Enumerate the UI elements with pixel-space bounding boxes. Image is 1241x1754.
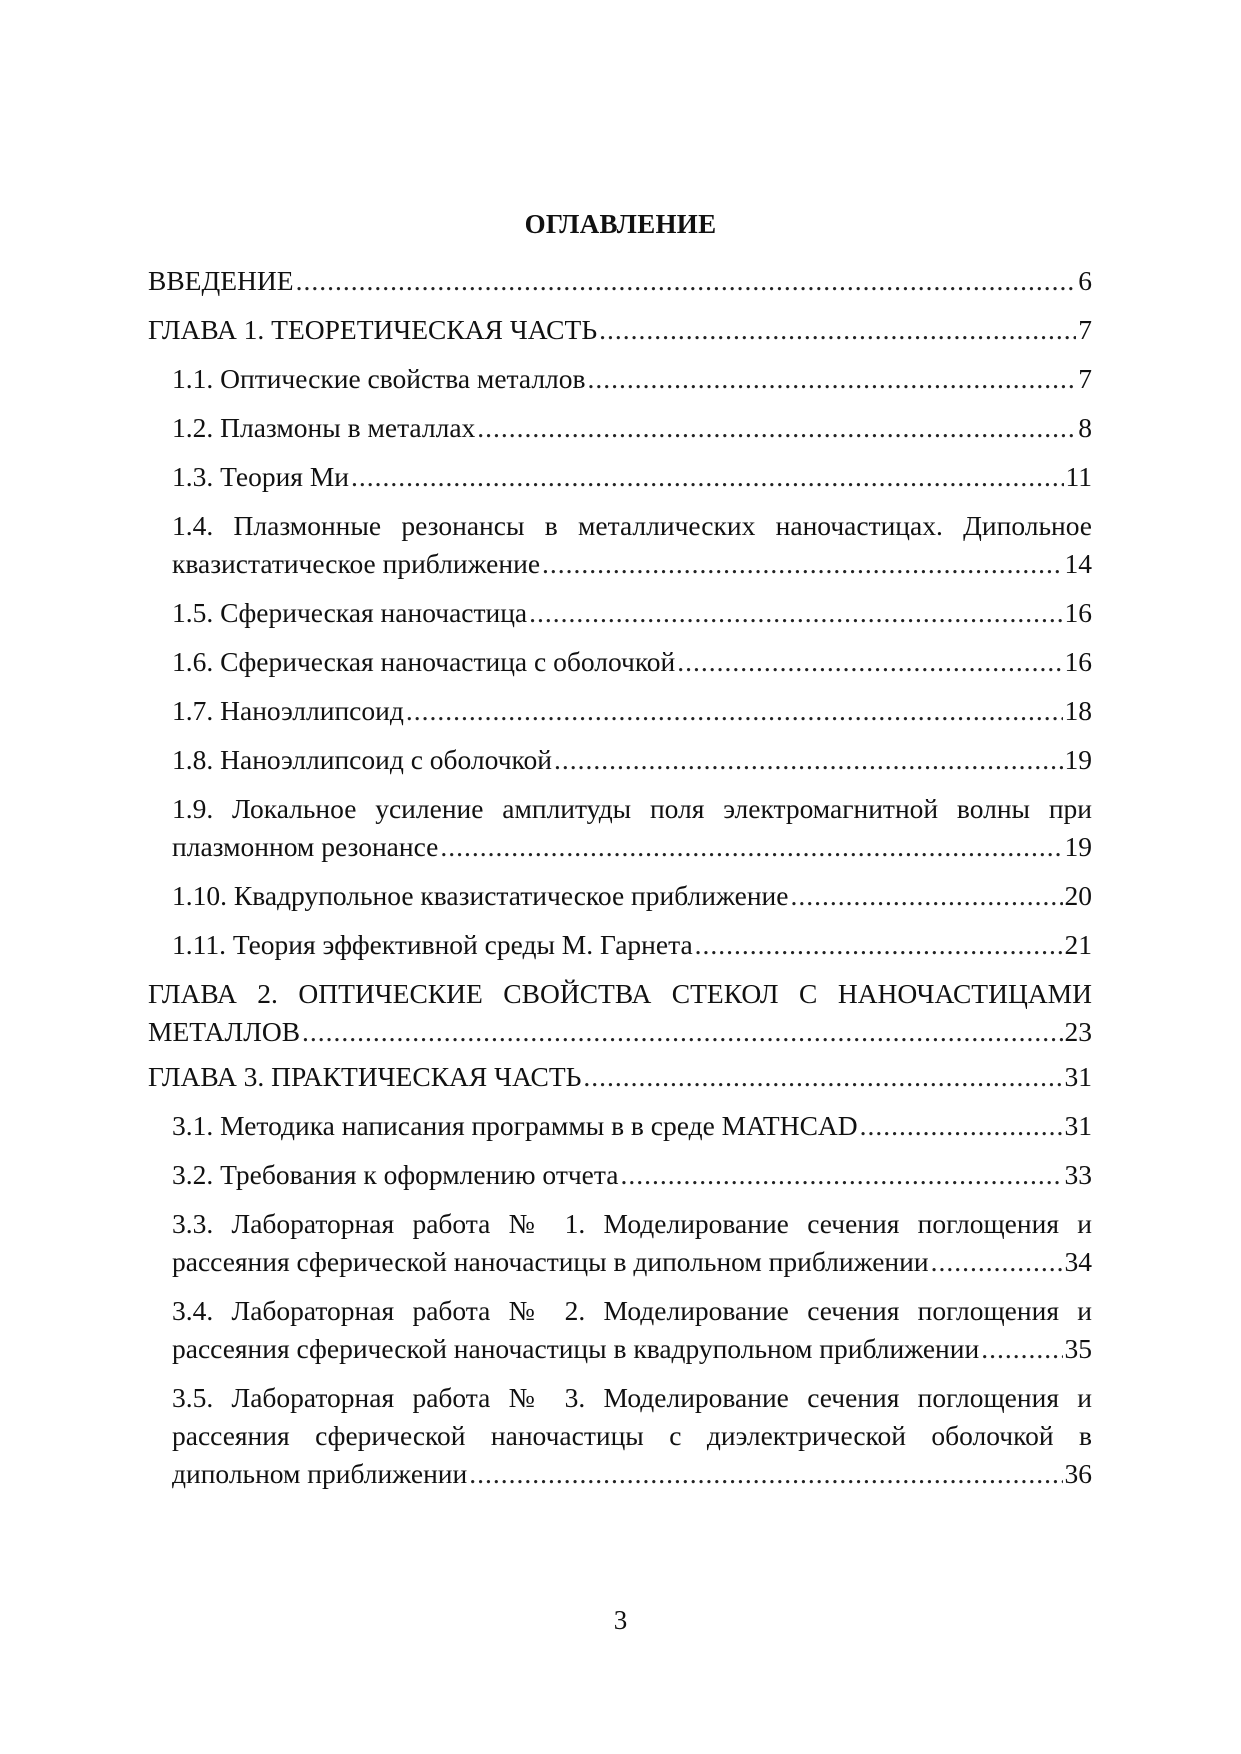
toc-entry-page-number: 7 xyxy=(1078,363,1092,394)
toc-entry-label: 3.1. Методика написания программы в в среде MATHCAD xyxy=(172,1110,858,1141)
toc-entry[interactable] xyxy=(148,360,1092,398)
toc-entry-label: 3.2. Требования к оформлению отчета xyxy=(172,1159,619,1190)
toc-entry-last-line xyxy=(172,409,1092,447)
toc-entry[interactable] xyxy=(148,1292,1092,1368)
toc-entry-last-line xyxy=(148,1013,1092,1051)
toc-entry-label: 1.8. Наноэллипсоид с оболочкой xyxy=(172,744,552,775)
toc-entry-last-line xyxy=(172,594,1092,632)
toc-entry[interactable] xyxy=(148,790,1092,866)
toc-entry-line: 3.4. Лабораторная работа № 2. Моделирование сечения поглощения и xyxy=(172,1295,1092,1326)
toc-entry-page-number: 35 xyxy=(1064,1333,1092,1364)
dot-leader xyxy=(588,360,1077,398)
toc-entry[interactable] xyxy=(148,1058,1092,1096)
dot-leader xyxy=(554,741,1063,779)
toc-entry-page-number: 36 xyxy=(1064,1458,1092,1489)
toc-entry-label: ВВЕДЕНИЕ xyxy=(148,265,294,296)
toc-entry-label: 1.6. Сферическая наночастица с оболочкой xyxy=(172,646,676,677)
dot-leader xyxy=(440,828,1062,866)
dot-leader xyxy=(406,692,1063,730)
toc-entry-last-line xyxy=(172,1243,1092,1281)
toc-entry-page-number: 20 xyxy=(1064,880,1092,911)
toc-entry-page-number: 31 xyxy=(1064,1110,1092,1141)
toc-entry-label: 1.1. Оптические свойства металлов xyxy=(172,363,586,394)
toc-entry-last-line xyxy=(172,926,1092,964)
toc-entry-page-number: 23 xyxy=(1064,1016,1092,1047)
toc-entry-page-number: 6 xyxy=(1078,265,1092,296)
toc-title: ОГЛАВЛЕНИЕ xyxy=(524,209,717,239)
toc-entry-page-number: 19 xyxy=(1064,744,1092,775)
toc-entry-line: 3.3. Лабораторная работа № 1. Моделирование сечения поглощения и xyxy=(172,1208,1092,1239)
toc-list xyxy=(148,262,1092,1504)
page-number: 3 xyxy=(613,1605,628,1635)
toc-entry-page-number: 16 xyxy=(1064,646,1092,677)
toc-entry-line: 1.9. Локальное усиление амплитуды поля электромагнитной волны при xyxy=(172,793,1092,824)
toc-entry-page-number: 8 xyxy=(1078,412,1092,443)
toc-entry-last-line xyxy=(148,311,1092,349)
toc-entry[interactable] xyxy=(148,1156,1092,1194)
toc-entry[interactable] xyxy=(148,1379,1092,1493)
toc-entry-label: МЕТАЛЛОВ xyxy=(148,1016,301,1047)
dot-leader xyxy=(620,1156,1062,1194)
dot-leader xyxy=(599,311,1076,349)
dot-leader xyxy=(790,877,1062,915)
toc-entry-last-line xyxy=(172,1455,1092,1493)
dot-leader xyxy=(469,1455,1062,1493)
toc-entry[interactable] xyxy=(148,594,1092,632)
dot-leader xyxy=(302,1013,1062,1051)
toc-entry-page-number: 21 xyxy=(1064,929,1092,960)
toc-entry-label: 1.2. Плазмоны в металлах xyxy=(172,412,476,443)
dot-leader xyxy=(351,458,1064,496)
dot-leader xyxy=(477,409,1076,447)
toc-entry-last-line xyxy=(172,877,1092,915)
toc-entry-label: рассеяния сферической наночастицы в квадрупольном приближении xyxy=(172,1333,980,1364)
toc-entry-line: 3.5. Лабораторная работа № 3. Моделирование сечения поглощения и xyxy=(172,1382,1092,1413)
toc-entry-page-number: 31 xyxy=(1064,1061,1092,1092)
toc-entry-page-number: 33 xyxy=(1064,1159,1092,1190)
dot-leader xyxy=(695,926,1063,964)
toc-entry-label: 1.3. Теория Ми xyxy=(172,461,349,492)
toc-entry[interactable] xyxy=(148,926,1092,964)
toc-entry-last-line xyxy=(172,458,1092,496)
toc-entry-page-number: 19 xyxy=(1064,831,1092,862)
toc-entry[interactable] xyxy=(148,1205,1092,1281)
toc-entry-last-line xyxy=(148,1058,1092,1096)
toc-entry-last-line xyxy=(172,828,1092,866)
toc-entry[interactable] xyxy=(148,1107,1092,1145)
toc-entry-page-number: 7 xyxy=(1078,314,1092,345)
toc-entry-label: плазмонном резонансе xyxy=(172,831,439,862)
toc-entry[interactable] xyxy=(148,741,1092,779)
dot-leader xyxy=(529,594,1062,632)
toc-entry-page-number: 14 xyxy=(1064,548,1092,579)
toc-entry-last-line xyxy=(148,262,1092,300)
toc-entry-last-line xyxy=(172,643,1092,681)
toc-entry[interactable] xyxy=(148,311,1092,349)
toc-entry[interactable] xyxy=(148,458,1092,496)
toc-entry-last-line xyxy=(172,360,1092,398)
toc-entry-label: 1.10. Квадрупольное квазистатическое приближение xyxy=(172,880,789,911)
dot-leader xyxy=(583,1058,1062,1096)
toc-entry-line: 1.4. Плазмонные резонансы в металлических наночастицах. Дипольное xyxy=(172,510,1092,541)
toc-entry-line: ГЛАВА 2. ОПТИЧЕСКИЕ СВОЙСТВА СТЕКОЛ С НАНОЧАСТИЦАМИ xyxy=(148,978,1092,1009)
toc-entry-page-number: 18 xyxy=(1064,695,1092,726)
toc-entry-label: ГЛАВА 3. ПРАКТИЧЕСКАЯ ЧАСТЬ xyxy=(148,1061,582,1092)
dot-leader xyxy=(981,1330,1062,1368)
toc-entry-last-line xyxy=(172,1156,1092,1194)
toc-entry-label: ГЛАВА 1. ТЕОРЕТИЧЕСКАЯ ЧАСТЬ xyxy=(148,314,598,345)
toc-entry[interactable] xyxy=(148,409,1092,447)
toc-entry-last-line xyxy=(172,1107,1092,1145)
toc-entry[interactable] xyxy=(148,262,1092,300)
dot-leader xyxy=(677,643,1062,681)
toc-entry-last-line xyxy=(172,545,1092,583)
toc-entry-line: рассеяния сферической наночастицы с диэлектрической оболочкой в xyxy=(172,1420,1092,1451)
toc-entry[interactable] xyxy=(148,692,1092,730)
toc-entry[interactable] xyxy=(148,643,1092,681)
toc-entry[interactable] xyxy=(148,975,1092,1051)
toc-entry-page-number: 16 xyxy=(1064,597,1092,628)
dot-leader xyxy=(931,1243,1063,1281)
dot-leader xyxy=(860,1107,1063,1145)
dot-leader xyxy=(296,262,1077,300)
toc-entry-last-line xyxy=(172,1330,1092,1368)
toc-entry-last-line xyxy=(172,692,1092,730)
toc-entry-page-number: 11 xyxy=(1065,461,1092,492)
toc-entry-label: рассеяния сферической наночастицы в дипольном приближении xyxy=(172,1246,929,1277)
toc-entry-page-number: 34 xyxy=(1064,1246,1092,1277)
toc-entry-label: квазистатическое приближение xyxy=(172,548,541,579)
toc-entry-label: дипольном приближении xyxy=(172,1458,468,1489)
toc-entry-label: 1.5. Сферическая наночастица xyxy=(172,597,528,628)
dot-leader xyxy=(542,545,1062,583)
toc-entry[interactable] xyxy=(148,507,1092,583)
toc-entry-label: 1.11. Теория эффективной среды М. Гарнета xyxy=(172,929,693,960)
toc-entry-last-line xyxy=(172,741,1092,779)
toc-entry[interactable] xyxy=(148,877,1092,915)
toc-entry-label: 1.7. Наноэллипсоид xyxy=(172,695,404,726)
